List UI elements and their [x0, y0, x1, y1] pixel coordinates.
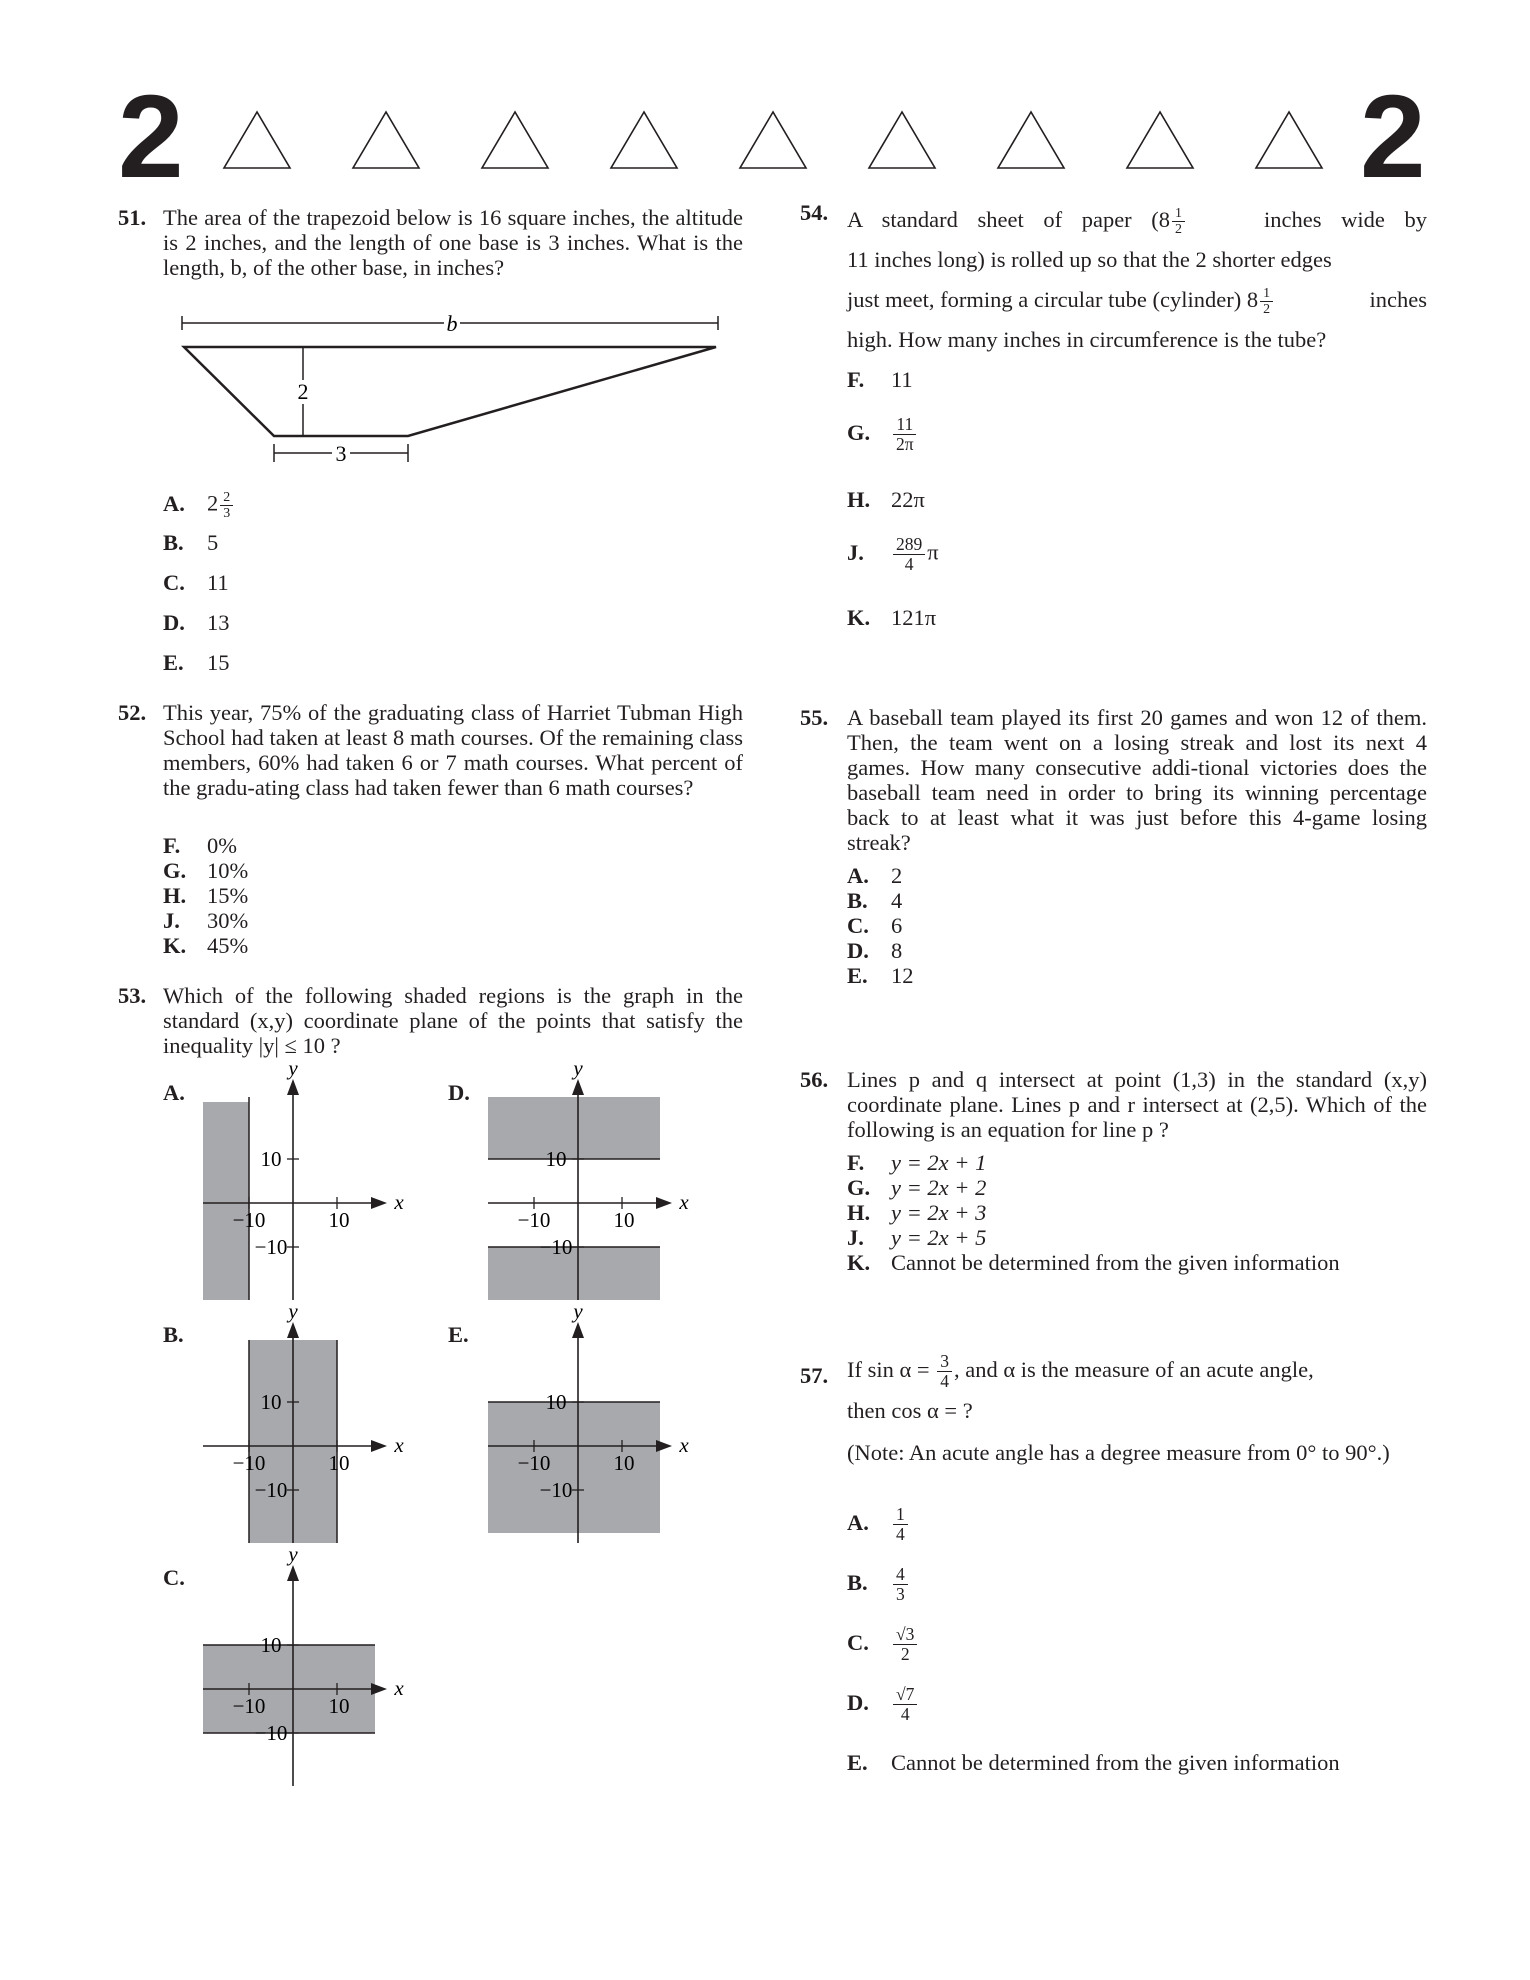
trapezoid-b-label: b [446, 311, 458, 336]
q51-option-c[interactable]: C. 11 [163, 570, 229, 595]
q53-graph-b-label[interactable]: B. [163, 1322, 184, 1347]
q52-option-g[interactable]: G. 10% [163, 858, 249, 883]
q54-option-h[interactable]: H. 22π [847, 487, 925, 512]
header-triangle [740, 112, 806, 168]
tick-label: 10 [260, 1390, 282, 1414]
q57-option-c[interactable]: C. $\frac{√3}{2}$ [847, 1625, 919, 1664]
q52-option-h[interactable]: H. 15% [163, 883, 249, 908]
q56-option-f[interactable]: F. y = 2x + 1 [847, 1150, 987, 1175]
shaded-region [488, 1097, 660, 1159]
tick-label: −10 [517, 1208, 551, 1232]
q51-option-d[interactable]: D. 13 [163, 610, 230, 635]
q54-option-j[interactable]: J. $\frac{289}{4}$ π [847, 534, 939, 574]
q56-number: 56. [800, 1067, 829, 1092]
tick-label: 10 [260, 1633, 282, 1657]
tick-label: −10 [232, 1208, 266, 1232]
header-triangle [1127, 112, 1193, 168]
q54-number: 54. [800, 200, 829, 225]
q55-option-e[interactable]: E. 12 [847, 963, 914, 988]
tick-label: −10 [254, 1235, 288, 1259]
q56-option-k[interactable]: K. Cannot be determined from the given information [847, 1250, 1340, 1275]
q53-graph-a-label[interactable]: A. [163, 1080, 185, 1105]
q54-option-k[interactable]: K. 121π [847, 605, 937, 630]
q53-graph-e-label[interactable]: E. [448, 1322, 469, 1347]
header-triangles [0, 0, 1530, 203]
q56-option-h[interactable]: H. y = 2x + 3 [847, 1200, 987, 1225]
q55-option-b[interactable]: B. 4 [847, 888, 903, 913]
q53-inequality: |y| ≤ 10 ? [258, 1033, 341, 1058]
tick-label: −10 [254, 1721, 288, 1745]
section-number-right: 2 [1360, 71, 1426, 203]
q51-option-b[interactable]: B. 5 [163, 530, 219, 555]
trapezoid-base-label: 3 [335, 441, 347, 466]
x-axis-label: x [679, 1433, 689, 1457]
q51-number: 51. [118, 205, 147, 230]
tick-label: 10 [545, 1147, 567, 1171]
y-axis-label: y [288, 1551, 298, 1566]
q56-option-g[interactable]: G. y = 2x + 2 [847, 1175, 987, 1200]
tick-label: 10 [328, 1694, 350, 1718]
header-triangle [998, 112, 1064, 168]
q55-number: 55. [800, 705, 829, 730]
q53-graph-a[interactable] [195, 1065, 425, 1305]
q56-option-j[interactable]: J. y = 2x + 5 [847, 1225, 987, 1250]
q53-graph-d[interactable] [480, 1065, 710, 1305]
q57-option-a[interactable]: A. $\frac{1}{4}$ [847, 1505, 910, 1544]
y-axis-label: y [573, 1065, 583, 1080]
q53-graph-c[interactable] [195, 1551, 425, 1791]
trapezoid-figure [170, 310, 730, 470]
q57-number: 57. [800, 1363, 829, 1388]
q52-option-j[interactable]: J. 30% [163, 908, 249, 933]
section-number-left: 2 [118, 71, 184, 203]
q55-text: A baseball team played its first 20 games and won 12 of them. Then, the team went on a losing streak and lost its next 4 games. How many consecutive addi-tional victories does the baseball team need in order to bring its winning percentage back to at least what it was just before this 4-game losing streak? [847, 705, 1427, 855]
tick-label: −10 [232, 1694, 266, 1718]
header-triangle [869, 112, 935, 168]
q55-option-a[interactable]: A. 2 [847, 863, 903, 888]
tick-label: 10 [613, 1208, 635, 1232]
q51-option-e[interactable]: E. 15 [163, 650, 230, 675]
tick-label: 10 [260, 1147, 282, 1171]
x-axis-label: x [394, 1190, 404, 1214]
q57-option-e[interactable]: E. Cannot be determined from the given information [847, 1750, 1340, 1775]
tick-label: 10 [328, 1451, 350, 1475]
q53-graph-e[interactable] [480, 1308, 710, 1548]
q57-option-d[interactable]: D. $\frac{√7}{4}$ [847, 1685, 919, 1724]
q51-option-a[interactable]: A. 2 $\frac{2}{3}$ [163, 490, 235, 521]
q52-number: 52. [118, 700, 147, 725]
q55-option-d[interactable]: D. 8 [847, 938, 903, 963]
y-axis-label: y [573, 1308, 583, 1323]
q51-text: The area of the trapezoid below is 16 square inches, the altitude is 2 inches, and the length of one base is 3 inches. What is the length, b, of the other base, in inches? [163, 205, 743, 280]
q53-number: 53. [118, 983, 147, 1008]
q53-graph-d-label[interactable]: D. [448, 1080, 470, 1105]
q54-option-f[interactable]: F. 11 [847, 367, 913, 392]
tick-label: 10 [613, 1451, 635, 1475]
tick-label: −10 [232, 1451, 266, 1475]
shaded-region [488, 1247, 660, 1300]
y-axis-label: y [288, 1065, 298, 1080]
tick-label: 10 [545, 1390, 567, 1414]
q52-text: This year, 75% of the graduating class of Harriet Tubman High School had taken at least 8 math courses. Of the remaining class members, 60% had taken 6 or 7 math courses. What percent of the gradu-ating class had taken fewer than 6 math courses? [163, 700, 743, 800]
q52-option-k[interactable]: K. 45% [163, 933, 249, 958]
x-axis-label: x [394, 1433, 404, 1457]
q52-option-f[interactable]: F. 0% [163, 833, 237, 858]
q53-graph-c-label[interactable]: C. [163, 1565, 185, 1590]
q57-text: If sin α = $\frac{3}{4}$ , and α is the measure of an acute angle, then cos α = ? [847, 1351, 1314, 1424]
tick-label: −10 [539, 1235, 573, 1259]
trapezoid-altitude-label: 2 [297, 379, 309, 404]
q53-text: Which of the following shaded regions is the graph in the standard (x,y) coordinate plane of the points that satisfy the inequality |y| ≤ 10 ? [163, 983, 743, 1058]
x-axis-label: x [679, 1190, 689, 1214]
q54-option-g[interactable]: G. $\frac{11}{2\pi}$ [847, 415, 919, 454]
y-axis-label: y [288, 1308, 298, 1323]
header-triangle [353, 112, 419, 168]
header-triangle [1256, 112, 1322, 168]
header-triangle [482, 112, 548, 168]
x-axis-label: x [394, 1676, 404, 1700]
q54-text: A standard sheet of paper (8 $\frac{1}{2}$ inches wide by 11 inches long) is rolled up so that the 2 shorter edges just meet, forming a circular tube (cylinder) 8 $\frac{1}{2}$ inches high. How many inches in circumference is the tube? [847, 206, 1427, 352]
q56-text: Lines p and q intersect at point (1,3) in the standard (x,y) coordinate plane. Lines p and r intersect at (2,5). Which of the following is an equation for line p ? [847, 1067, 1427, 1142]
q57-note: (Note: An acute angle has a degree measure from 0° to 90°.) [847, 1440, 1390, 1465]
header-triangle [224, 112, 290, 168]
q55-option-c[interactable]: C. 6 [847, 913, 903, 938]
tick-label: −10 [539, 1478, 573, 1502]
q53-graph-b[interactable] [195, 1308, 425, 1548]
tick-label: 10 [328, 1208, 350, 1232]
shaded-region [203, 1102, 249, 1300]
tick-label: −10 [517, 1451, 551, 1475]
tick-label: −10 [254, 1478, 288, 1502]
q57-option-b[interactable]: B. $\frac{4}{3}$ [847, 1565, 910, 1604]
header-triangle [611, 112, 677, 168]
